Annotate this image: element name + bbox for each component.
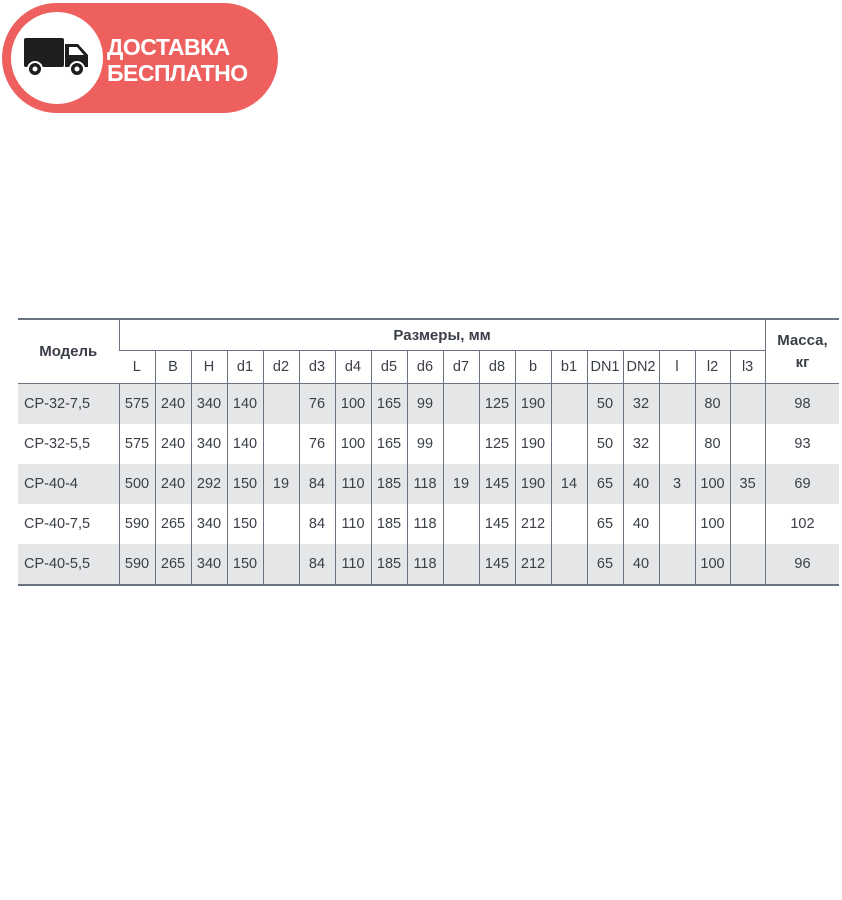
mass-column-header [765, 319, 839, 384]
cell-b: 240 [155, 424, 191, 464]
cell-b: 265 [155, 544, 191, 585]
cell-l [659, 544, 695, 585]
cell-d2 [263, 544, 299, 585]
cell-d3: 76 [299, 424, 335, 464]
cell-h: 340 [191, 424, 227, 464]
cell-l: 575 [119, 384, 155, 425]
cell-b: 212 [515, 544, 551, 585]
cell-d4: 110 [335, 544, 371, 585]
cell-b: 240 [155, 464, 191, 504]
cell-h: 292 [191, 464, 227, 504]
cell-b1 [551, 424, 587, 464]
cell-d2: 19 [263, 464, 299, 504]
mass-cell: 98 [765, 384, 839, 425]
table-row [18, 384, 839, 425]
column-header-d7: d7 [443, 351, 479, 384]
cell-l: 590 [119, 544, 155, 585]
column-header-d1: d1 [227, 351, 263, 384]
model-cell: СР-40-7,5 [18, 504, 119, 544]
cell-dn1: 65 [587, 544, 623, 585]
mass-cell: 69 [765, 464, 839, 504]
column-header-d8: d8 [479, 351, 515, 384]
cell-d7 [443, 544, 479, 585]
cell-l2: 80 [695, 424, 730, 464]
cell-d3: 84 [299, 504, 335, 544]
cell-b1 [551, 504, 587, 544]
cell-d1: 150 [227, 464, 263, 504]
cell-l2: 100 [695, 464, 730, 504]
cell-d4: 110 [335, 464, 371, 504]
column-header-dn1: DN1 [587, 351, 623, 384]
cell-h: 340 [191, 504, 227, 544]
cell-l [659, 424, 695, 464]
column-header-dn2: DN2 [623, 351, 659, 384]
cell-dn2: 32 [623, 424, 659, 464]
cell-b: 190 [515, 464, 551, 504]
model-cell: СР-40-5,5 [18, 544, 119, 585]
cell-l [659, 504, 695, 544]
cell-d4: 100 [335, 384, 371, 425]
cell-d3: 84 [299, 464, 335, 504]
column-header-d6: d6 [407, 351, 443, 384]
cell-l3 [730, 544, 765, 585]
cell-d7 [443, 424, 479, 464]
cell-d4: 110 [335, 504, 371, 544]
badge-text [107, 34, 248, 86]
cell-l2: 100 [695, 544, 730, 585]
cell-dn1: 50 [587, 424, 623, 464]
cell-d8: 145 [479, 504, 515, 544]
column-header-l3: l3 [730, 351, 765, 384]
cell-d1: 140 [227, 384, 263, 425]
cell-d5: 185 [371, 504, 407, 544]
cell-d8: 125 [479, 424, 515, 464]
cell-dn2: 40 [623, 544, 659, 585]
cell-d3: 84 [299, 544, 335, 585]
truck-icon [24, 38, 90, 78]
cell-b: 190 [515, 424, 551, 464]
table-row [18, 544, 839, 585]
cell-h: 340 [191, 384, 227, 425]
model-column-header: Модель [18, 319, 119, 384]
cell-d2 [263, 424, 299, 464]
cell-d6: 118 [407, 544, 443, 585]
cell-d4: 100 [335, 424, 371, 464]
badge-line-1: ДОСТАВКА [107, 34, 230, 60]
cell-l3 [730, 504, 765, 544]
cell-l3 [730, 384, 765, 425]
dimensions-header: Размеры, мм [119, 319, 765, 351]
cell-dn2: 40 [623, 464, 659, 504]
cell-d2 [263, 504, 299, 544]
cell-dn1: 50 [587, 384, 623, 425]
column-header-b1: b1 [551, 351, 587, 384]
cell-l2: 100 [695, 504, 730, 544]
cell-l [659, 384, 695, 425]
cell-d5: 165 [371, 384, 407, 425]
cell-l2: 80 [695, 384, 730, 425]
table-body [18, 384, 839, 586]
model-cell: СР-32-5,5 [18, 424, 119, 464]
cell-d1: 150 [227, 504, 263, 544]
column-header-b: b [515, 351, 551, 384]
cell-d8: 125 [479, 384, 515, 425]
cell-d6: 99 [407, 384, 443, 425]
column-header-d5: d5 [371, 351, 407, 384]
table-row [18, 424, 839, 464]
cell-d1: 150 [227, 544, 263, 585]
column-headers-row [18, 351, 839, 384]
cell-d6: 118 [407, 464, 443, 504]
badge-icon-circle [11, 12, 103, 104]
cell-d6: 99 [407, 424, 443, 464]
cell-d1: 140 [227, 424, 263, 464]
cell-b1 [551, 384, 587, 425]
cell-dn2: 40 [623, 504, 659, 544]
cell-d8: 145 [479, 464, 515, 504]
column-header-l2: l2 [695, 351, 730, 384]
column-header-d3: d3 [299, 351, 335, 384]
cell-b1: 14 [551, 464, 587, 504]
cell-d2 [263, 384, 299, 425]
table-row [18, 464, 839, 504]
cell-l: 590 [119, 504, 155, 544]
model-cell: СР-32-7,5 [18, 384, 119, 425]
column-header-d4: d4 [335, 351, 371, 384]
table-row [18, 504, 839, 544]
cell-dn2: 32 [623, 384, 659, 425]
cell-h: 340 [191, 544, 227, 585]
cell-d5: 165 [371, 424, 407, 464]
dimensions-table [18, 318, 839, 586]
cell-l: 3 [659, 464, 695, 504]
cell-d7: 19 [443, 464, 479, 504]
mass-cell: 93 [765, 424, 839, 464]
mass-cell: 96 [765, 544, 839, 585]
cell-l3 [730, 424, 765, 464]
cell-b1 [551, 544, 587, 585]
cell-d7 [443, 504, 479, 544]
column-header-l: L [119, 351, 155, 384]
mass-header-line-2: кг [795, 353, 810, 371]
cell-b: 240 [155, 384, 191, 425]
column-header-b: B [155, 351, 191, 384]
cell-d5: 185 [371, 464, 407, 504]
cell-dn1: 65 [587, 464, 623, 504]
cell-d3: 76 [299, 384, 335, 425]
column-header-h: H [191, 351, 227, 384]
cell-dn1: 65 [587, 504, 623, 544]
cell-b: 190 [515, 384, 551, 425]
cell-d5: 185 [371, 544, 407, 585]
column-header-l: l [659, 351, 695, 384]
badge-line-2: БЕСПЛАТНО [107, 60, 248, 86]
cell-d7 [443, 384, 479, 425]
cell-d8: 145 [479, 544, 515, 585]
cell-l: 500 [119, 464, 155, 504]
mass-cell: 102 [765, 504, 839, 544]
free-delivery-badge[interactable] [2, 3, 278, 113]
cell-l3: 35 [730, 464, 765, 504]
cell-d6: 118 [407, 504, 443, 544]
cell-b: 265 [155, 504, 191, 544]
column-header-d2: d2 [263, 351, 299, 384]
model-cell: СР-40-4 [18, 464, 119, 504]
mass-header-line-1: Масса, [777, 331, 828, 349]
cell-b: 212 [515, 504, 551, 544]
cell-l: 575 [119, 424, 155, 464]
